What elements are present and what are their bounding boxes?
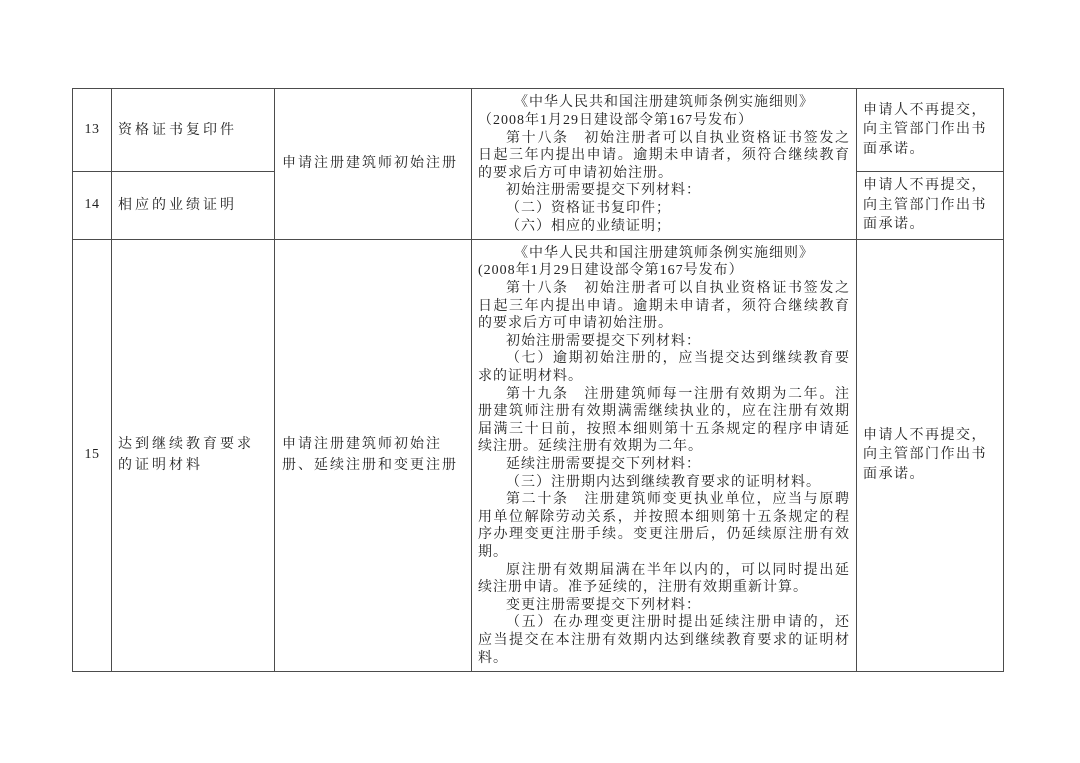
- regulation-paragraph: 初始注册需要提交下列材料：: [506, 183, 701, 199]
- requirements-table: [72, 88, 1004, 672]
- row-13-number: 13: [73, 89, 112, 172]
- regulation-paragraph: （七）逾期初始注册的，应当提交达到继续教育要求的证明材料。: [478, 351, 850, 385]
- row-15-regulation: [472, 239, 857, 671]
- regulation-paragraph: （六）相应的业绩证明；: [506, 218, 671, 234]
- regulation-paragraph: (2008年1月29日建设部令第167号发布）: [478, 263, 744, 279]
- regulation-paragraph: 第十八条 初始注册者可以自执业资格证书签发之日起三年内提出申请。逾期未申请者，须符合继续教育的要求后方可申请初始注册。: [478, 281, 850, 332]
- regulation-title: 《中华人民共和国注册建筑师条例实施细则》: [514, 95, 814, 111]
- regulation-paragraph: 原注册有效期届满在半年以内的，可以同时提出延续注册申请。准予延续的，注册有效期重新计算。: [478, 562, 850, 596]
- row-14-note: 申请人不再提交，向主管部门作出书面承诺。: [857, 172, 1004, 240]
- row-13-material: 资格证书复印件: [112, 89, 275, 172]
- regulation-paragraph: （二）资格证书复印件；: [506, 200, 671, 216]
- regulation-paragraph: 第十九条 注册建筑师每一注册有效期为二年。注册建筑师注册有效期满需继续执业的，应在注册有效期届满三十日前，按照本细则第十五条规定的程序申请延续注册。延续注册有效期为二年。: [478, 386, 850, 455]
- regulation-paragraph: 第十八条 初始注册者可以自执业资格证书签发之日起三年内提出申请。逾期未申请者，须符合继续教育的要求后方可申请初始注册。: [478, 130, 850, 181]
- regulation-paragraph: 延续注册需要提交下列材料：: [506, 457, 701, 472]
- regulation-paragraph: 第二十条 注册建筑师变更执业单位，应当与原聘用单位解除劳动关系，并按照本细则第十五条规定的程序办理变更注册手续。变更注册后，仍延续原注册有效期。: [478, 492, 850, 560]
- regulation-paragraph: （五）在办理变更注册时提出延续注册申请的，还应当提交在本注册有效期内达到继续教育要求的证明材料。: [478, 615, 850, 666]
- rows-13-14-application: 申请注册建筑师初始注册: [275, 89, 472, 240]
- row-14-material: 相应的业绩证明: [112, 172, 275, 240]
- row-15-material: 达到继续教育要求的证明材料: [112, 239, 275, 671]
- regulation-paragraph: 初始注册需要提交下列材料：: [506, 333, 701, 349]
- regulation-paragraph: （2008年1月29日建设部令第167号发布）: [478, 112, 753, 128]
- row-15-number: 15: [73, 239, 112, 671]
- row-15-note: 申请人不再提交，向主管部门作出书面承诺。: [857, 239, 1004, 671]
- row-14-number: 14: [73, 172, 112, 240]
- table-row-15: [73, 239, 1004, 671]
- regulation-title: 《中华人民共和国注册建筑师条例实施细则》: [514, 245, 814, 261]
- regulation-paragraph: 变更注册需要提交下列材料：: [506, 597, 701, 613]
- row-13-note: 申请人不再提交，向主管部门作出书面承诺。: [857, 89, 1004, 172]
- regulation-paragraph: （三）注册期内达到继续教育要求的证明材料。: [506, 474, 821, 490]
- table-row-13: [73, 89, 1004, 172]
- rows-13-14-regulation: [472, 89, 857, 240]
- row-15-application: 申请注册建筑师初始注册、延续注册和变更注册: [275, 239, 472, 671]
